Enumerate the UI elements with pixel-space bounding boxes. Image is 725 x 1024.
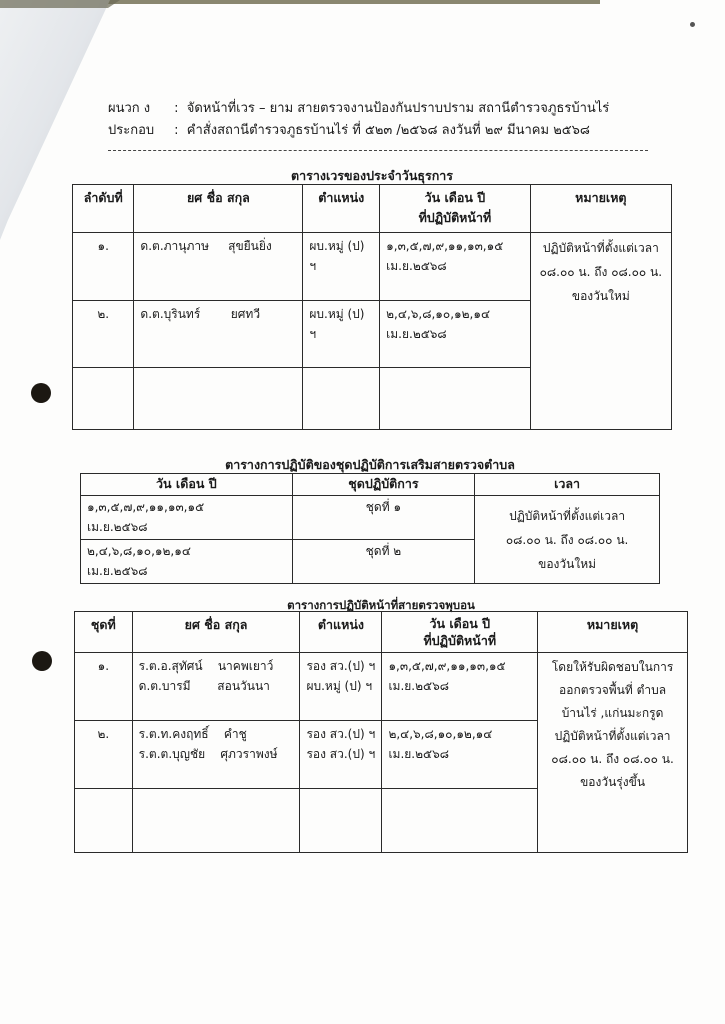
table-row: ๒. ด.ต.บุรินทร์ ยศทวี ผบ.หมู่ (ป) ฯ ๒,๔,๖,๘,๑๐,๑๒,๑๔ เม.ย.๒๕๖๘ (73, 301, 672, 368)
remark-cell: โดยให้รับผิดชอบในการ ออกตรวจพื้นที่ ตำบล บ้านไร่ ,แก่นมะกรูด ปฏิบัติหน้าที่ตั้งแต่เวลา ๐๘.๐๐ น. ถึง ๐๘.๐๐ น. ของวันรุ่งขึ้น (538, 653, 688, 853)
table3-title: ตารางการปฏิบัติหน้าที่สายตรวจพุบอน (287, 598, 475, 612)
col-header-position: ตำแหน่ง (300, 612, 382, 653)
duty-roster-table (72, 184, 672, 430)
annex-label: ผนวก ง (108, 101, 151, 116)
table1-title: ตารางเวรของประจำวันธุรการ (290, 168, 454, 183)
col-header-team: ชุดที่ (75, 612, 133, 653)
table-row: ๑,๓,๕,๗,๙,๑๑,๑๓,๑๕ เม.ย.๒๕๖๘ ชุดที่ ๑ ปฏิบัติหน้าที่ตั้งแต่เวลา ๐๘.๐๐ น. ถึง ๐๘.๐๐ น. ของวันใหม่ (81, 496, 660, 540)
table-header-row (81, 474, 660, 496)
col-header-date: วัน เดือน ปี (81, 474, 293, 496)
reference-line: ประกอบ : คำสั่งสถานีตำรวจภูธรบ้านไร่ ที่ ๕๒๓ /๒๕๖๘ ลงวันที่ ๒๙ มีนาคม ๒๕๖๘ (108, 120, 668, 142)
patrol-table (74, 611, 688, 853)
table-header-row (75, 612, 688, 653)
table-row: ๑. ร.ต.อ.สุทัศน์ นาคพเยาว์ ด.ต.บารมี สอนวันนา รอง สว.(ป) ฯ ผบ.หมู่ (ป) ฯ ๑,๓,๕,๗,๙,๑๑,๑๓,๑๕ เม.ย.๒๕๖๘ โดยให้รับผิดชอบในการ ออกตรวจพื้นที่ ตำบล บ้านไร่ ,แก่นมะกรูด ปฏิบัติหน้าที่ตั้งแต่เวลา ๐๘.๐๐ น. ถึง ๐๘.๐๐ น. ของวันรุ่งขึ้น (75, 653, 688, 721)
dashed-divider (108, 150, 648, 151)
col-header-position: ตำแหน่ง (303, 185, 380, 233)
annex-line: ผนวก ง : จัดหน้าที่เวร – ยาม สายตรวจงานป้องกันปราบปราม สถานีตำรวจภูธรบ้านไร่ (108, 98, 668, 120)
table2-title: ตารางการปฏิบัติของชุดปฏิบัติการเสริมสายตรวจตำบล (225, 457, 515, 472)
punch-hole-icon (32, 651, 52, 671)
col-header-name: ยศ ชื่อ สกุล (132, 612, 300, 653)
col-header-team: ชุดปฏิบัติการ (292, 474, 474, 496)
table-row: ๑. ด.ต.ภานุภาษ สุขยืนยิ่ง ผบ.หมู่ (ป) ฯ ๑,๓,๕,๗,๙,๑๑,๑๓,๑๕ เม.ย.๒๕๖๘ ปฏิบัติหน้าที่ตั้งแต่เวลา ๐๘.๐๐ น. ถึง ๐๘.๐๐ น. ของวันใหม่ (73, 233, 672, 301)
col-header-date: วัน เดือน ปี ที่ปฏิบัติหน้าที่ (380, 185, 531, 233)
col-header-remark: หมายเหตุ (530, 185, 671, 233)
col-header-time: เวลา (475, 474, 660, 496)
reference-label: ประกอบ (108, 123, 155, 138)
table-row: ๒. ร.ต.ท.คงฤทธิ์ คำชู ร.ต.ต.บุญชัย ศุภวราพงษ์ รอง สว.(ป) ฯ รอง สว.(ป) ฯ ๒,๔,๖,๘,๑๐,๑๒,๑๔ เม.ย.๒๕๖๘ (75, 721, 688, 789)
document-header (108, 98, 668, 142)
col-header-name: ยศ ชื่อ สกุล (134, 185, 303, 233)
col-header-remark: หมายเหตุ (538, 612, 688, 653)
support-team-table (80, 473, 660, 584)
annex-text: จัดหน้าที่เวร – ยาม สายตรวจงานป้องกันปราบปราม สถานีตำรวจภูธรบ้านไร่ (186, 101, 610, 116)
scan-edge (100, 0, 600, 4)
table-header-row (73, 185, 672, 233)
remark-cell: ปฏิบัติหน้าที่ตั้งแต่เวลา ๐๘.๐๐ น. ถึง ๐๘.๐๐ น. ของวันใหม่ (530, 233, 671, 430)
reference-text: คำสั่งสถานีตำรวจภูธรบ้านไร่ ที่ ๕๒๓ /๒๕๖๘ ลงวันที่ ๒๙ มีนาคม ๒๕๖๘ (186, 123, 590, 138)
col-header-date: วัน เดือน ปี ที่ปฏิบัติหน้าที่ (382, 612, 538, 653)
punch-hole-icon (31, 383, 51, 403)
table-row: ๒,๔,๖,๘,๑๐,๑๒,๑๔ เม.ย.๒๕๖๘ ชุดที่ ๒ (81, 540, 660, 584)
col-header-order: ลำดับที่ (73, 185, 134, 233)
speck-mark (690, 22, 695, 27)
time-cell: ปฏิบัติหน้าที่ตั้งแต่เวลา ๐๘.๐๐ น. ถึง ๐๘.๐๐ น. ของวันใหม่ (475, 496, 660, 584)
